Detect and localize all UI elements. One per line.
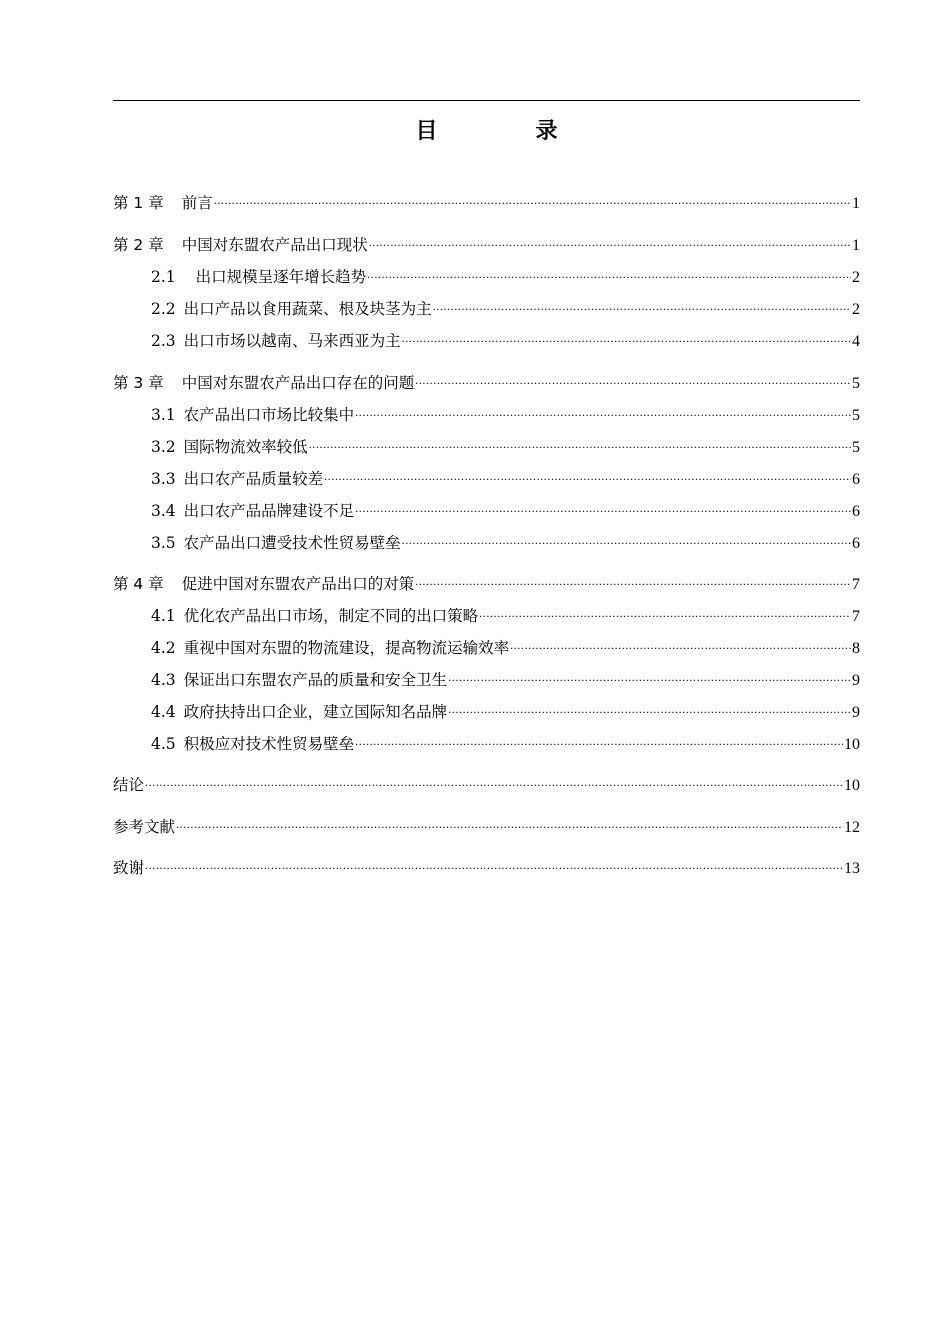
toc-entry-number: 第 1 章 [113,194,164,212]
toc-entry-number: 2.1 [151,268,176,286]
toc-page-number: 7 [852,576,860,593]
toc-page-number: 5 [852,375,860,392]
toc-entry-conclusion[interactable] [113,766,860,794]
toc-dot-leader [510,629,851,653]
toc-entry-section-3-3[interactable] [151,460,860,488]
toc-entry-number: 4.2 [151,639,176,657]
toc-entry-number: 第 3 章 [113,374,164,392]
toc-entry-number: 2.2 [151,300,176,318]
toc-entry-section-3-5[interactable] [151,524,860,552]
toc-entry-section-2-1[interactable] [151,258,860,286]
toc-page-number: 13 [844,860,860,877]
toc-page-number: 12 [844,819,860,836]
toc-dot-leader [402,524,851,548]
toc-entry-section-4-1[interactable] [151,597,860,625]
toc-dot-leader [402,322,851,346]
toc-page-number: 6 [852,471,860,488]
toc-dot-leader [479,597,851,621]
toc-title: 目 录 [415,119,596,144]
toc-entry-text: 中国对东盟农产品出口存在的问题 [181,374,415,392]
toc-entry-section-3-1[interactable] [151,396,860,424]
toc-entry-text: 农产品出口市场比较集中 [183,406,355,424]
toc-entry-section-3-4[interactable] [151,492,860,520]
toc-dot-leader [415,364,851,388]
toc-entry-number: 4.3 [151,671,176,689]
toc-entry-number: 4.4 [151,703,176,721]
toc-entry-text: 出口市场以越南、马来西亚为主 [183,332,401,350]
toc-dot-leader [145,766,843,790]
toc-dot-leader [214,184,851,208]
toc-entry-text: 积极应对技术性贸易壁垒 [183,735,355,753]
toc-entry-text: 出口农产品品牌建设不足 [183,502,355,520]
toc-entry-text: 出口产品以食用蔬菜、根及块茎为主 [183,300,432,318]
toc-entry-number: 3.1 [151,406,176,424]
toc-dot-leader [448,661,851,685]
toc-page-number: 7 [852,608,860,625]
toc-entry-number: 3.2 [151,438,176,456]
toc-page-number: 1 [852,195,860,212]
toc-dot-leader [309,428,851,452]
toc-page-number: 9 [852,672,860,689]
toc-entry-number: 3.3 [151,470,176,488]
toc-entry-number: 第 4 章 [113,575,164,593]
toc-entry-number: 2.3 [151,332,176,350]
toc-entry-chapter-1[interactable] [113,184,860,212]
toc-dot-leader [415,565,851,589]
toc-entry-section-3-2[interactable] [151,428,860,456]
toc-dot-leader [145,849,843,873]
toc-page-number: 6 [852,535,860,552]
toc-entry-text: 前言 [181,194,213,212]
toc-page-number: 1 [852,237,860,254]
toc-entry-chapter-3[interactable] [113,364,860,392]
toc-dot-leader [433,290,851,314]
toc-page-number: 10 [844,736,860,753]
toc-entry-number: 4.5 [151,735,176,753]
toc-entry-text: 优化农产品出口市场，制定不同的出口策略 [183,607,479,625]
toc-dot-leader [355,396,851,420]
toc-page-number: 6 [852,503,860,520]
toc-entry-text: 致谢 [113,859,145,877]
toc-page-number: 4 [852,333,860,350]
toc-entry-number: 第 2 章 [113,236,164,254]
toc-entry-text: 出口农产品质量较差 [183,470,324,488]
toc-entry-number: 3.5 [151,534,176,552]
toc-entry-text: 保证出口东盟农产品的质量和安全卫生 [183,671,448,689]
toc-entry-section-4-5[interactable] [151,725,860,753]
toc-entry-number: 4.1 [151,607,176,625]
toc-entry-acknowledgements[interactable] [113,849,860,877]
toc-entry-section-2-2[interactable] [151,290,860,318]
toc-dot-leader [355,492,851,516]
toc-dot-leader [324,460,851,484]
toc-page-number: 8 [852,640,860,657]
toc-page-number: 2 [852,269,860,286]
toc-entry-text: 中国对东盟农产品出口现状 [181,236,368,254]
toc-page-number: 9 [852,704,860,721]
toc-page-number: 10 [844,777,860,794]
toc-entry-text: 国际物流效率较低 [183,438,308,456]
toc-entry-text: 结论 [113,776,145,794]
header-rule [113,100,860,101]
toc-entry-section-4-2[interactable] [151,629,860,657]
toc-entry-section-4-3[interactable] [151,661,860,689]
toc-entry-text: 政府扶持出口企业，建立国际知名品牌 [183,703,448,721]
toc-entry-text: 参考文献 [113,818,176,836]
toc-page-number: 5 [852,407,860,424]
toc-dot-leader [176,808,843,832]
toc-entry-number: 3.4 [151,502,176,520]
toc-entry-section-2-3[interactable] [151,322,860,350]
toc-entry-chapter-4[interactable] [113,565,860,593]
toc-entry-text: 农产品出口遭受技术性贸易壁垒 [183,534,401,552]
toc-dot-leader [355,725,843,749]
toc-entry-text: 促进中国对东盟农产品出口的对策 [181,575,415,593]
toc-entry-chapter-2[interactable] [113,226,860,254]
toc-page-number: 2 [852,301,860,318]
toc-entry-text: 出口规模呈逐年增长趋势 [195,268,367,286]
toc-dot-leader [448,693,851,717]
toc-entry-text: 重视中国对东盟的物流建设，提高物流运输效率 [183,639,510,657]
toc-entry-section-4-4[interactable] [151,693,860,721]
toc-page-number: 5 [852,439,860,456]
toc-entry-references[interactable] [113,808,860,836]
toc-dot-leader [367,258,851,282]
toc-dot-leader [369,226,851,250]
